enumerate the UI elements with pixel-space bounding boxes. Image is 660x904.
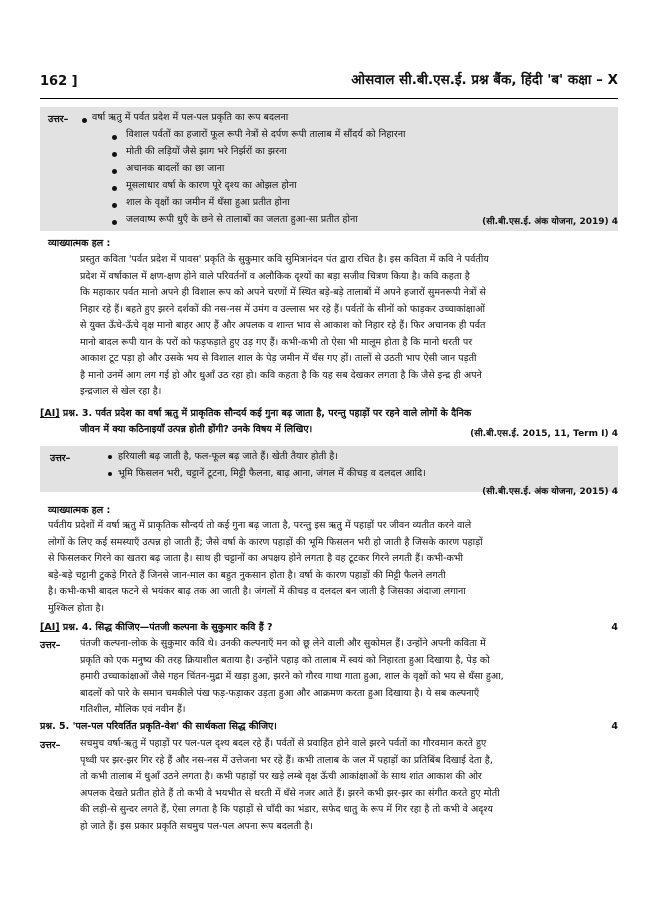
answer-paragraph xyxy=(80,636,618,719)
text-line: मुश्किल होता है। xyxy=(48,602,105,614)
source-reference: (सी.बी.एस.ई. 2015, 11, Term I) 4 xyxy=(470,429,618,439)
text-line: गतिशील, मौलिक एवं नवीन हैं। xyxy=(80,704,186,715)
bullet-icon xyxy=(112,220,117,225)
text-line: सचमुच वर्षा-ऋतु में पहाड़ों पर पल-पल दृश्य बदल रहे हैं। पर्वतों से प्रवाहित होने वाले झरने पर्वतों का गौरवमान करते हुए xyxy=(80,738,487,749)
bullet-icon xyxy=(108,472,112,476)
explanation-heading: व्याख्यात्मक हल : xyxy=(48,505,111,516)
text-line: हमारी उच्चाकांक्षाओं जैसे गहन चिंतन-मुद्रा में खड़ा हुआ, झरने को गौरव गाथा गाता हुआ, शाल के वृक्षों को भय से धँसा हुआ, xyxy=(80,671,504,682)
book-title: ओसवाल सी.बी.एस.ई. प्रश्न बैंक, हिंदी 'ब' कक्षा – X xyxy=(351,72,618,88)
text-line: की लड़ी-से सुन्दर लगते हैं, ऐसा लगता है कि पहाड़ों से चाँदी का भंडार, सफेद धातु के रूप में गिर रहा है तो कभी वे अदृश्य xyxy=(80,804,493,815)
text-line: आकाश टूट पड़ा हो और उसके भय से विशाल शाल के पेड़ जमीन में धँस गए हों। तालों से उठती भाप ऐसी जान पड़ती xyxy=(80,353,477,364)
question-text: प्रश्न. 3. पर्वत प्रदेश का वर्षा ऋतु में प्राकृतिक सौन्दर्य कई गुना बढ़ जाता है, परन्तु पहाड़ों पर रहने वाले लोगों के दैनिक xyxy=(62,408,472,419)
answer-item: अचानक बादलों का छा जाना xyxy=(126,163,225,174)
answer-item: मूसलाधार वर्षा के कारण पूरे दृश्य का ओझल होना xyxy=(126,180,297,191)
text-line: निहार रहे हैं। बहते हुए झरने दर्शकों की नस-नस में उमंग व उल्लास भर रहे हैं। पर्वतों के सीनों को फाड़कर उच्चाकांक्षाओं xyxy=(80,303,485,315)
text-line: पंतजी कल्पना-लोक के सुकुमार कवि थे। उनकी कल्पनाएँ मन को छू लेने वाली और सुकोमल हैं। उन्होंने अपनी कविता में xyxy=(80,638,486,649)
answer-label: उत्तर– xyxy=(40,640,61,651)
text-line: है मानो उनमें आग लग गई हो और धुआँ उठ रहा हो। कवि कहता है कि यह सब देखकर लगता है कि जैसे इन्द्र ही अपने xyxy=(80,369,482,381)
text-line: प्रकृति को एक मनुष्य की तरह क्रियाशील बताया है। उन्होंने पहाड़ को तालाब में स्वयं को निहारता हुआ दिखाया है, पेड़ को xyxy=(80,654,490,666)
text-line: से युक्त ऊँचे-ऊँचे वृक्ष मानो बाहर आए हैं और अपलक व शान्त भाव से आकाश को निहार रहे हैं। फिर अचानक ही पर्वत xyxy=(80,320,486,331)
text-line: बादलों को पारे के समान चमकीले पंख फड़-फड़ाकर उड़ता हुआ और आक्रमण करता हुआ दिखाया है। ये सब कल्पनाएँ xyxy=(80,687,480,699)
answer-label: उत्तर– xyxy=(48,114,69,125)
text-line: प्रस्तुत कविता 'पर्वत प्रदेश में पावस' प्रकृति के सुकुमार कवि सुमित्रानंदन पंत द्वारा रचित है। इस कविता में कवि ने पर्वतीय xyxy=(80,254,489,265)
answer-item: वर्षा ऋतु में पर्वत प्रदेश में पल-पल प्रकृति का रूप बदलना xyxy=(92,112,289,123)
text-line: से फिसलकर गिरने का खतरा बढ़ जाता है। साथ ही चट्टानों का अपक्षय होने लगता है वह टूटकर गिरने लगती हैं। कभी-कभी xyxy=(48,553,463,564)
text-line: बड़े-बड़े चट्टानी टुकड़े गिरते हैं जिनसे जान-माल का बहुत नुकसान होता है। वर्षा के कारण पहाड़ों की मिट्टी फैलने लगती xyxy=(48,569,446,581)
answer-item: मोती की लड़ियों जैसे झाग भरे निर्झरों का झरना xyxy=(126,146,287,157)
answer-paragraph xyxy=(80,736,618,835)
text-line: हो जाते हैं। इस प्रकार प्रकृति सचमुच पल-पल अपना रूप बदलती है। xyxy=(80,820,313,832)
answer-item: भूमि फिसलन भरी, चट्टानें टूटना, मिट्टी फैलना, बाढ़ आना, जंगल में कीचड़ व दलदल आदि। xyxy=(108,466,426,482)
text-line: प्रदेश में वर्षाकाल में क्षण-क्षण होने वाले परिवर्तनों व अलौकिक दृश्यों का बड़ा सजीव चित्रण किया है। कवि कहता है xyxy=(80,270,470,282)
explanation-paragraph xyxy=(80,252,618,401)
page-number: 162 ] xyxy=(40,74,78,89)
text-line: कि महाकार पर्वत मानो अपने ही विशाल रूप को अपने चरणों में स्थित बड़े-बड़े तालाबों में अपने हजारों सुमनरूपी नेत्रों से xyxy=(80,287,486,298)
text-line: मानो बादल रूपी यान के परों को फड़फड़ाते हुए उड़ गए हैं। कभी-कभी तो ऐसा भी मालूम होता है कि मानो धरती पर xyxy=(80,336,473,348)
answer-label: उत्तर– xyxy=(40,740,61,751)
text-line: पर्वतीय प्रदेशों में वर्षा ऋतु में प्राकृतिक सौन्दर्य तो कई गुना बढ़ जाता है, परन्तु इस ऋतु में पहाड़ों पर जीवन व्यतीत करने वाले xyxy=(48,520,472,531)
ai-tag: [AI] xyxy=(40,408,60,419)
ai-tag: [AI] xyxy=(40,622,60,633)
question-text: जीवन में क्या कठिनाइयाँ उत्पन्न होती होंगी? उनके विषय में लिखिए। xyxy=(80,424,313,435)
text-line: पृथ्वी पर झर-झर गिर रहे हैं और नस-नस में उत्तेजना भर रहे हैं। कभी तालाब के जल में पहाड़ों का प्रतिबिंब दिखाई देता है, xyxy=(80,754,493,766)
source-reference: (सी.बी.एस.ई. अंक योजना, 2019) 4 xyxy=(482,217,618,227)
bullet-icon xyxy=(112,203,117,208)
answer-item: हरियाली बढ़ जाती है, फल-फूल बढ़ जाते हैं। खेती तैयार होती है। xyxy=(108,449,338,465)
question-marks: 4 xyxy=(611,622,618,633)
bullet-icon xyxy=(82,118,87,123)
question-5: प्रश्न. 5. 'पल-पल परिवर्तित प्रकृति-वेश' की सार्थकता सिद्ध कीजिए। xyxy=(40,721,277,732)
bullet-icon xyxy=(112,152,117,157)
explanation-paragraph xyxy=(48,518,618,617)
text-line: इन्द्रजाल से खेल रहा है। xyxy=(80,386,162,397)
answer-label: उत्तर– xyxy=(50,453,71,464)
page-header xyxy=(40,68,618,99)
bullet-icon xyxy=(112,186,117,191)
question-4 xyxy=(40,620,273,636)
question-text: प्रश्न. 4. सिद्ध कीजिए—पंतजी कल्पना के सुकुमार कवि हैं ? xyxy=(62,622,273,633)
source-reference: (सी.बी.एस.ई. अंक योजना, 2015) 4 xyxy=(482,487,618,497)
bullet-icon xyxy=(108,455,112,459)
answer-item: विशाल पर्वतों का हजारों फूल रूपी नेत्रों से दर्पण रूपी तालाब में सौंदर्य को निहारना xyxy=(126,129,406,140)
text-line: अपलक देखते प्रतीत होते हैं तो कभी वे भयभीत से धरती में धँसे नजर आते हैं। झरने कभी झर-झर का संगीत करते हुए मोती xyxy=(80,787,500,799)
text-line: तो कभी तालाब में धुआँ उठने लगता है। कभी पहाड़ों पर खड़े लम्बे वृक्ष ऊँची आकांक्षाओं के साथ शांत आकाश की ओर xyxy=(80,771,482,782)
text-line: है। कभी-कभी बादल फटने से भयंकर बाढ़ तक आ जाती है। जंगलों में कीचड़ व दलदल बन जाती है जिसका अंदाजा लगाना xyxy=(48,586,466,597)
text-line: लोगों के लिए कई समस्याएँ उत्पन्न हो जाती हैं; जैसे वर्षा के कारण पहाड़ों की भूमि फिसलन भरी हो जाती है जिसके कारण पहाड़ों xyxy=(48,536,483,548)
answer-item: जलवाष्प रूपी धुएँ के छने से तालाबों का जलता हुआ-सा प्रतीत होना xyxy=(126,214,358,225)
explanation-heading: व्याख्यात्मक हल : xyxy=(48,238,111,249)
bullet-icon xyxy=(112,135,117,140)
answer-item: शाल के वृक्षों का जमीन में धँसा हुआ प्रतीत होना xyxy=(126,197,290,208)
question-marks: 4 xyxy=(611,721,618,732)
bullet-icon xyxy=(112,169,117,174)
